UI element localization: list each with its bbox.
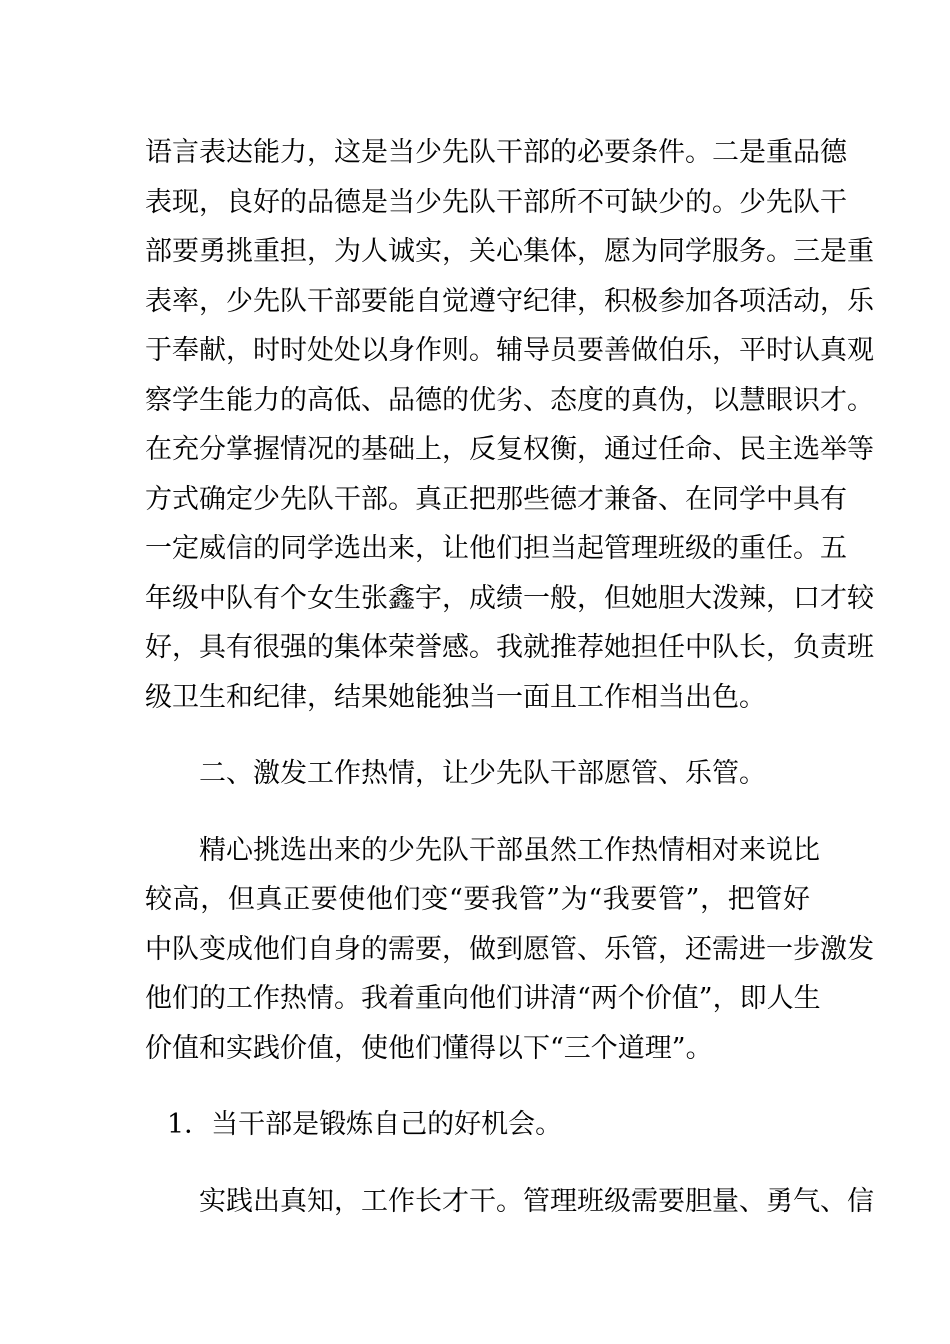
text-line: 一定威信的同学选出来，让他们担当起管理班级的重任。五 [145, 533, 847, 564]
list-item-text: 1．当干部是锻炼自己的好机会。 [167, 1109, 563, 1140]
text-line: 实践出真知，工作长才干。管理班级需要胆量、勇气、信 [199, 1185, 874, 1217]
text-line: 部要勇挑重担，为人诚实，关心集体，愿为同学服务。三是重 [145, 236, 874, 267]
paragraph-work-enthusiasm [145, 826, 874, 1074]
paragraph-selection-criteria [145, 128, 874, 722]
document-page [145, 128, 874, 1226]
text-line: 好，具有很强的集体荣誉感。我就推荐她担任中队长，负责班 [145, 632, 874, 663]
heading-text: 二、激发工作热情，让少先队干部愿管、乐管。 [199, 758, 766, 789]
text-line: 中队变成他们自身的需要，做到愿管、乐管，还需进一步激发 [145, 933, 874, 965]
text-line: 在充分掌握情况的基础上，反复权衡，通过任命、民主选举等 [145, 434, 874, 465]
text-line: 年级中队有个女生张鑫宇，成绩一般，但她胆大泼辣，口才较 [145, 582, 874, 614]
text-line: 精心挑选出来的少先队干部虽然工作热情相对来说比 [199, 834, 820, 866]
text-line: 他们的工作热情。我着重向他们讲清“两个价值”，即人生 [145, 983, 821, 1014]
text-line: 方式确定少先队干部。真正把那些德才兼备、在同学中具有 [145, 483, 847, 515]
paragraph-practice [145, 1177, 874, 1227]
text-line: 级卫生和纪律，结果她能独当一面且工作相当出色。 [145, 681, 766, 713]
text-line: 较高，但真正要使他们变“要我管”为“我要管”，把管好 [145, 884, 810, 915]
text-line: 于奉献，时时处处以身作则。辅导员要善做伯乐，平时认真观 [145, 335, 874, 366]
section-heading-2 [145, 749, 810, 799]
text-line: 价值和实践价值，使他们懂得以下“三个道理”。 [145, 1032, 713, 1064]
text-line: 表现，良好的品德是当少先队干部所不可缺少的。少先队干 [145, 186, 847, 218]
text-line: 表率，少先队干部要能自觉遵守纪律，积极参加各项活动，乐 [145, 285, 874, 317]
text-line: 语言表达能力，这是当少先队干部的必要条件。二是重品德 [145, 137, 847, 168]
list-item-1 [145, 1100, 810, 1150]
text-line: 察学生能力的高低、品德的优劣、态度的真伪，以慧眼识才。 [145, 384, 874, 416]
